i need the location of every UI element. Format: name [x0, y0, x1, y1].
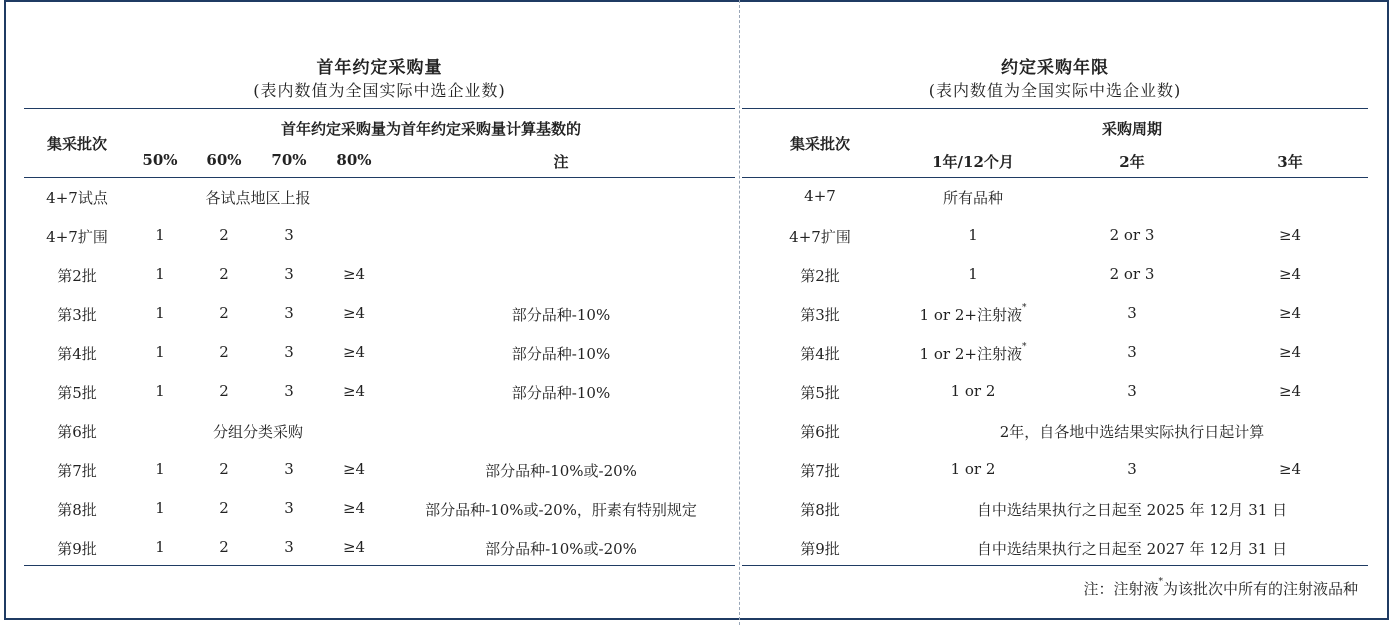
left-header-80: 80%	[336, 151, 372, 169]
panel-divider	[739, 0, 740, 625]
left-header-70: 70%	[271, 151, 307, 169]
right-cell-1y	[920, 304, 1027, 325]
left-row-batch: 第8批	[57, 501, 97, 519]
left-cell-note: 部分品种-10%或-20%	[485, 540, 637, 558]
right-subtitle: (表内数值为全国实际中选企业数)	[928, 81, 1182, 100]
left-top-rule	[24, 108, 735, 109]
right-row-batch: 第4批	[800, 345, 840, 363]
left-cell-80: ≥4	[342, 499, 366, 517]
left-cell-60: 2	[219, 538, 229, 556]
left-cell-60: 2	[219, 304, 229, 322]
right-cell-2y: 3	[1127, 382, 1137, 400]
right-cell-1y	[968, 226, 978, 244]
left-cell-70: 3	[284, 226, 294, 244]
right-header-rule	[742, 177, 1368, 178]
right-cell-1y-text: 1 or 2	[950, 460, 996, 478]
right-cell-2y: 3	[1127, 460, 1137, 478]
right-row-span: 2年，自各地中选结果实际执行日起计算	[999, 423, 1265, 441]
right-cell-1y	[968, 265, 978, 283]
left-cell-70: 3	[284, 460, 294, 478]
right-cell-3y: ≥4	[1278, 304, 1302, 322]
right-cell-1y-text: 1	[968, 226, 978, 244]
left-cell-80: ≥4	[342, 460, 366, 478]
left-cell-70: 3	[284, 538, 294, 556]
left-cell-70: 3	[284, 265, 294, 283]
left-cell-50: 1	[155, 343, 165, 361]
left-cell-note: 部分品种-10%或-20%	[485, 462, 637, 480]
right-header-batch: 集采批次	[789, 135, 851, 153]
right-cell-2y: 3	[1127, 304, 1137, 322]
left-header-batch: 集采批次	[46, 135, 108, 153]
left-cell-50: 1	[155, 382, 165, 400]
left-row-batch: 第4批	[57, 345, 97, 363]
right-header-3y: 3年	[1277, 153, 1303, 171]
right-row-span: 自中选结果执行之日起至 2027 年 12月 31 日	[976, 540, 1288, 558]
footnote-prefix: 注：注射液	[1083, 580, 1159, 598]
right-cell-3y: ≥4	[1278, 460, 1302, 478]
right-cell-1y-text: 1	[968, 265, 978, 283]
left-cell-60: 2	[219, 226, 229, 244]
left-cell-50: 1	[155, 226, 165, 244]
left-row-batch: 4+7扩围	[46, 228, 108, 246]
right-row-span: 所有品种	[942, 189, 1004, 207]
right-header-group: 采购周期	[1101, 120, 1163, 138]
right-bottom-rule	[742, 565, 1368, 566]
right-row-batch: 第5批	[800, 384, 840, 402]
right-cell-1y-text: 1 or 2+注射液	[919, 306, 1022, 324]
left-cell-80: ≥4	[342, 538, 366, 556]
right-row-batch: 第9批	[800, 540, 840, 558]
right-cell-3y: ≥4	[1278, 265, 1302, 283]
right-cell-3y: ≥4	[1278, 343, 1302, 361]
right-cell-1y-sup: *	[1021, 303, 1027, 313]
footnote-suffix: 为该批次中所有的注射液品种	[1162, 580, 1358, 598]
right-cell-1y-sup: *	[1021, 342, 1027, 352]
right-cell-1y-text: 1 or 2+注射液	[919, 345, 1022, 363]
left-cell-70: 3	[284, 343, 294, 361]
left-row-batch: 第7批	[57, 462, 97, 480]
footnote	[1083, 578, 1358, 599]
left-cell-note: 部分品种-10%	[511, 384, 611, 402]
left-header-note: 注	[553, 153, 569, 171]
left-cell-50: 1	[155, 460, 165, 478]
left-row-batch: 第5批	[57, 384, 97, 402]
right-row-batch: 4+7扩围	[789, 228, 851, 246]
left-header-50: 50%	[142, 151, 178, 169]
left-cell-60: 2	[219, 382, 229, 400]
left-cell-80: ≥4	[342, 343, 366, 361]
right-row-batch: 第7批	[800, 462, 840, 480]
left-row-batch: 第9批	[57, 540, 97, 558]
left-cell-60: 2	[219, 460, 229, 478]
left-row-span: 分组分类采购	[212, 423, 304, 441]
right-header-2y: 2年	[1119, 153, 1145, 171]
left-cell-50: 1	[155, 538, 165, 556]
right-cell-2y: 3	[1127, 343, 1137, 361]
right-cell-2y: 2 or 3	[1109, 265, 1155, 283]
left-cell-70: 3	[284, 304, 294, 322]
left-cell-60: 2	[219, 265, 229, 283]
left-header-60: 60%	[206, 151, 242, 169]
left-cell-note: 部分品种-10%或-20%，肝素有特别规定	[425, 501, 697, 519]
left-cell-80: ≥4	[342, 265, 366, 283]
right-row-batch: 第8批	[800, 501, 840, 519]
left-row-span: 各试点地区上报	[205, 189, 311, 207]
left-cell-note: 部分品种-10%	[511, 345, 611, 363]
left-row-batch: 第2批	[57, 267, 97, 285]
right-cell-3y: ≥4	[1278, 226, 1302, 244]
left-row-batch: 第6批	[57, 423, 97, 441]
left-row-batch: 第3批	[57, 306, 97, 324]
footnote-sup: *	[1158, 577, 1163, 587]
left-cell-60: 2	[219, 499, 229, 517]
right-row-batch: 第6批	[800, 423, 840, 441]
left-cell-60: 2	[219, 343, 229, 361]
right-cell-3y: ≥4	[1278, 382, 1302, 400]
right-row-batch: 4+7	[804, 187, 836, 205]
left-cell-80: ≥4	[342, 382, 366, 400]
left-header-rule	[24, 177, 735, 178]
left-title: 首年约定采购量	[316, 58, 443, 78]
right-row-batch: 第3批	[800, 306, 840, 324]
left-cell-70: 3	[284, 499, 294, 517]
left-cell-50: 1	[155, 304, 165, 322]
right-cell-1y-text: 1 or 2	[950, 382, 996, 400]
left-subtitle: (表内数值为全国实际中选企业数)	[253, 81, 506, 100]
right-row-batch: 第2批	[800, 267, 840, 285]
left-bottom-rule	[24, 565, 735, 566]
right-header-1y: 1年/12个月	[932, 153, 1014, 171]
left-cell-note: 部分品种-10%	[511, 306, 611, 324]
right-cell-1y	[951, 382, 996, 400]
left-cell-70: 3	[284, 382, 294, 400]
right-title: 约定采购年限	[1001, 58, 1109, 78]
left-cell-80: ≥4	[342, 304, 366, 322]
left-row-batch: 4+7试点	[46, 189, 108, 207]
left-cell-50: 1	[155, 265, 165, 283]
right-cell-2y: 2 or 3	[1109, 226, 1155, 244]
right-cell-1y	[920, 343, 1027, 364]
right-cell-1y	[951, 460, 996, 478]
right-top-rule	[742, 108, 1368, 109]
right-row-span: 自中选结果执行之日起至 2025 年 12月 31 日	[976, 501, 1288, 519]
left-header-group: 首年约定采购量为首年约定采购量计算基数的	[280, 120, 582, 138]
left-cell-50: 1	[155, 499, 165, 517]
